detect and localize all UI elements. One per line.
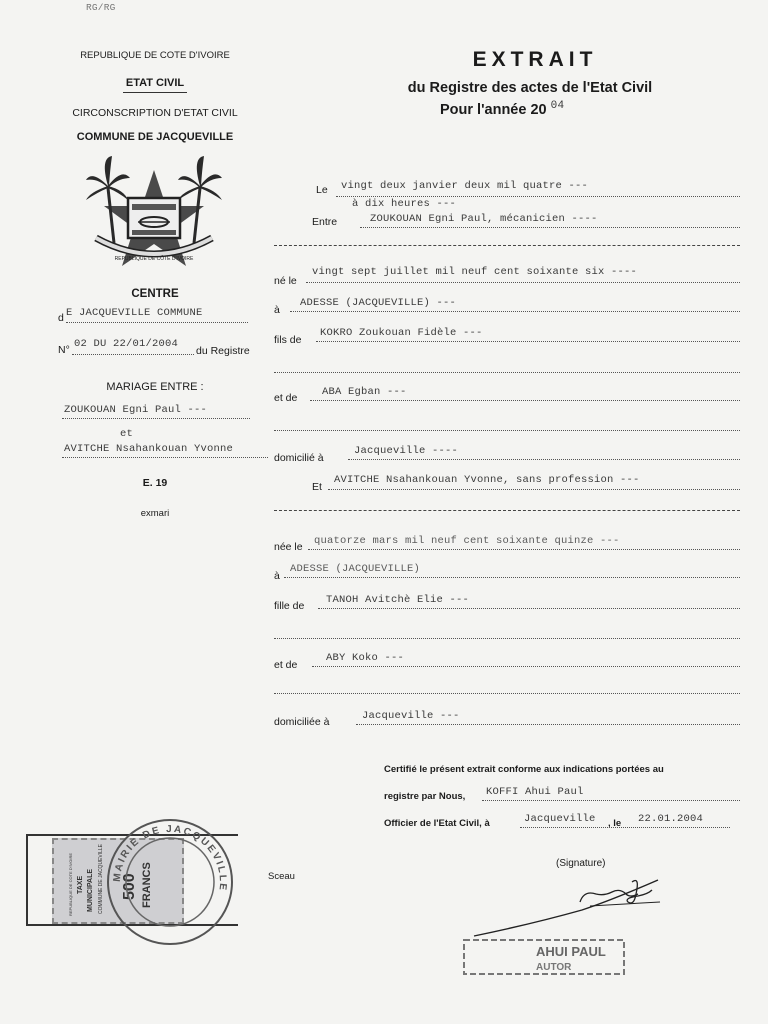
domicilie-underline xyxy=(348,459,740,460)
numero-underline xyxy=(72,354,194,355)
fille-de-underline xyxy=(318,608,740,609)
year-label xyxy=(440,100,564,118)
fils-de-value: KOKRO Zoukouan Fidèle --- xyxy=(320,327,483,339)
fils-de-extra-line xyxy=(274,372,740,373)
fils-de-underline xyxy=(316,341,740,342)
domicilie-value: Jacqueville ---- xyxy=(354,445,459,457)
le-label: Le xyxy=(316,184,328,196)
et-de1-underline xyxy=(310,400,740,401)
numero-value: 02 DU 22/01/2004 xyxy=(74,338,179,350)
domiciliee-label: domiciliée à xyxy=(274,716,330,728)
year-value: 04 xyxy=(550,100,565,112)
a1-underline xyxy=(290,311,740,312)
officer-underline xyxy=(482,800,740,801)
domiciliee-underline xyxy=(356,724,740,725)
name-stamp-line2: AUTOR xyxy=(536,962,572,973)
centre-value: E JACQUEVILLE COMMUNE xyxy=(66,307,203,319)
et-de1-label: et de xyxy=(274,392,298,404)
date-text: vingt deux janvier deux mil quatre --- xyxy=(341,180,589,192)
et-de2-extra-line xyxy=(274,693,740,694)
et-value: AVITCHE Nsahankouan Yvonne, sans profession --- xyxy=(334,474,640,486)
et-de2-underline xyxy=(312,666,740,667)
et-de2-value: ABY Koko --- xyxy=(326,652,405,664)
a1-label: à xyxy=(274,304,280,316)
et-label-body: Et xyxy=(312,481,322,493)
centre-prefix: d xyxy=(58,312,64,324)
commune-label: COMMUNE DE JACQUEVILLE xyxy=(76,131,234,143)
coat-of-arms-motto: REPUBLIQUE DE CÔTE D'IVOIRE xyxy=(114,256,194,262)
a2-value: ADESSE (JACQUEVILLE) xyxy=(290,563,421,575)
form-name: exmari xyxy=(140,508,170,519)
fille-de-value: TANOH Avitchè Elie --- xyxy=(326,594,470,606)
fiscal-stamp-currency: FRANCS xyxy=(141,862,153,908)
coat-of-arms-emblem xyxy=(82,148,227,280)
entre-value: ZOUKOUAN Egni Paul, mécanicien ---- xyxy=(370,213,598,225)
entre-dash-line xyxy=(274,245,740,246)
seal-ring-text: MAIRIE DE JACQUEVILLE xyxy=(111,823,229,893)
a2-underline xyxy=(284,577,740,578)
spouse2-underline xyxy=(62,457,268,458)
document-subtitle: du Registre des actes de l'Etat Civil xyxy=(407,80,653,96)
centre-underline xyxy=(66,322,248,323)
nee-le-value: quatorze mars mil neuf cent soixante quinze --- xyxy=(314,535,620,547)
officer-name-stamp xyxy=(462,932,630,978)
spouse2-value: AVITCHE Nsahankouan Yvonne xyxy=(64,443,234,455)
entre-underline xyxy=(360,227,740,228)
ne-le-label: né le xyxy=(274,275,297,287)
nee-le-label: née le xyxy=(274,541,303,553)
centre-label: CENTRE xyxy=(131,288,179,300)
a2-label: à xyxy=(274,570,280,582)
ne-le-underline xyxy=(306,282,740,283)
certification-line2-label: registre par Nous, xyxy=(384,791,466,802)
fiscal-stamp-taxe: TAXE xyxy=(77,875,84,894)
top-mark: RG/RG xyxy=(86,2,116,13)
a1-value: ADESSE (JACQUEVILLE) --- xyxy=(300,297,457,309)
fille-de-extra-line xyxy=(274,638,740,639)
numero-label: N° xyxy=(58,344,70,356)
et-label: et xyxy=(120,428,134,440)
form-code: E. 19 xyxy=(142,477,168,489)
nee-le-underline xyxy=(308,549,740,550)
et-de1-value: ABA Egban --- xyxy=(322,386,407,398)
officer-name: KOFFI Ahui Paul xyxy=(486,786,584,798)
document-title: EXTRAIT xyxy=(472,48,598,71)
registre-label: du Registre xyxy=(196,345,250,357)
divider xyxy=(123,92,187,93)
fiscal-stamp-municipale: MUNICIPALE xyxy=(87,868,94,912)
ne-le-value: vingt sept juillet mil neuf cent soixante six ---- xyxy=(312,266,638,278)
certification-date: 22.01.2004 xyxy=(638,813,704,825)
fiscal-stamp-commune: COMMUNE DE JACQUEVILLE xyxy=(98,843,104,914)
etat-civil-label: ETAT CIVIL xyxy=(125,77,185,89)
et-dash-line xyxy=(274,510,740,511)
date-underline xyxy=(336,196,740,197)
spouse1-value: ZOUKOUAN Egni Paul --- xyxy=(64,404,208,416)
certification-line1: Certifié le présent extrait conforme aux indications portées au xyxy=(384,764,664,775)
name-stamp-line1: AHUI PAUL xyxy=(536,944,606,959)
entre-label: Entre xyxy=(312,216,338,228)
year-prefix: Pour l'année 20 xyxy=(440,102,547,118)
certification-line3-label: Officier de l'Etat Civil, à xyxy=(384,818,490,829)
et-underline xyxy=(328,489,740,490)
heure-text: à dix heures --- xyxy=(352,198,457,210)
circonscription-label: CIRCONSCRIPTION D'ETAT CIVIL xyxy=(72,107,238,119)
republique-label: REPUBLIQUE DE COTE D'IVOIRE xyxy=(80,50,230,61)
fils-de-label: fils de xyxy=(274,334,302,346)
fiscal-stamp-amount: 500 xyxy=(121,873,138,900)
domiciliee-value: Jacqueville --- xyxy=(362,710,460,722)
fille-de-label: fille de xyxy=(274,600,305,612)
certification-place-underline xyxy=(520,827,730,828)
sceau-label: Sceau xyxy=(268,871,295,882)
mariage-label: MARIAGE ENTRE : xyxy=(106,381,204,393)
fiscal-stamp-country: REPUBLIQUE DE COTE D'IVOIRE xyxy=(68,853,73,916)
spouse1-underline xyxy=(62,418,250,419)
official-seal xyxy=(100,812,240,952)
certification-le-label: , le xyxy=(608,818,622,829)
et-de2-label: et de xyxy=(274,659,298,671)
et-de1-extra-line xyxy=(274,430,740,431)
signature-label: (Signature) xyxy=(556,858,606,869)
certification-place: Jacqueville xyxy=(524,813,596,825)
domicilie-label: domicilié à xyxy=(274,452,324,464)
